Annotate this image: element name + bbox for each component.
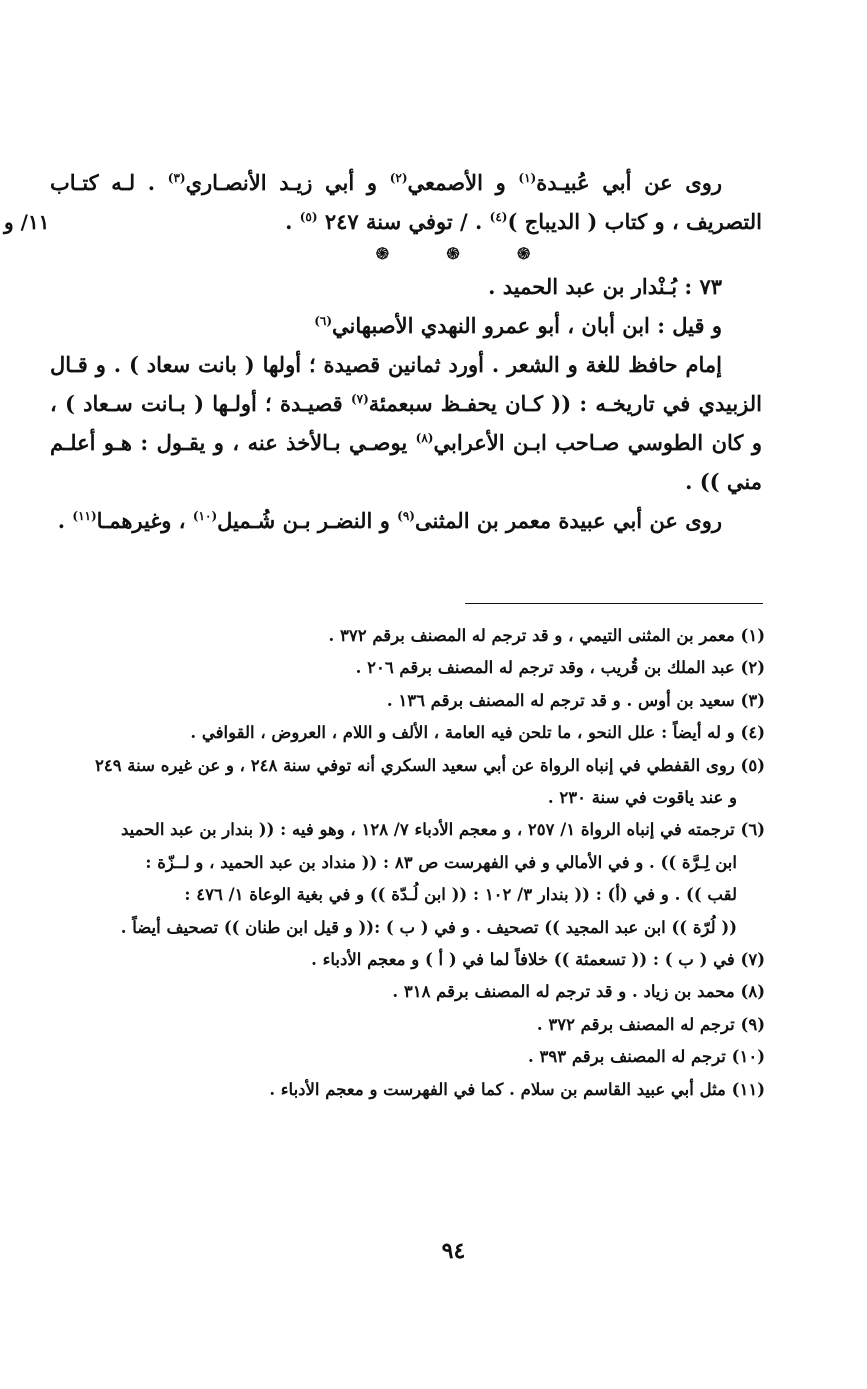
footnote-marker: (٢) <box>389 171 408 185</box>
paragraph-description <box>50 345 762 501</box>
text-run: . <box>57 508 73 533</box>
footnote-1: (١) معمر بن المثنى التيمي ، و قد ترجم له المصنف برقم ٣٧٢ . <box>328 626 765 645</box>
footnote-6-line-2: ابن لِـرَّة )) . و في الأمالي و في الفهرست ص ٨٣ : (( منداد بن عبد الحميد ، و لــزّة : <box>145 852 737 872</box>
footnote-6: (٦) ترجمته في إنباه الرواة ١/ ٢٥٧ ، و معجم الأدباء ٧/ ١٢٨ ، وهو فيه : (( بندار بن عبد الحميد <box>120 820 765 840</box>
footnote-9: (٩) ترجم له المصنف برقم ٣٧٢ . <box>536 1014 765 1034</box>
folio-margin-note: ١١/ و <box>4 210 50 234</box>
footnote-8: (٨) محمد بن زياد . و قد ترجم له المصنف برقم ٣١٨ . <box>392 982 765 1002</box>
footnote-3: (٣) سعيد بن أوس . و قد ترجم له المصنف برقم ١٣٦ . <box>386 690 765 710</box>
text-run: . / توفي سنة ٢٤٧ <box>317 209 490 234</box>
footnote-marker: (١) <box>518 171 537 185</box>
footnote-marker: (٥) <box>299 210 318 224</box>
footnote-11: (١١) مثل أبي عبيد القاسم بن سلام . كما في الفهرست و معجم الأدباء . <box>269 1079 765 1099</box>
footnotes <box>45 620 765 1106</box>
text-run: يوصـي بـالأخذ عنه ، و يقـول : هـو أعلـم مني )) . <box>50 430 762 494</box>
text-run: روى عن أبي عُبيـدة <box>536 170 722 195</box>
footnote-marker: (٧) <box>350 392 369 406</box>
text-run: و الأصمعي <box>407 170 519 195</box>
footnote-10: (١٠) ترجم له المصنف برقم ٣٩٣ . <box>527 1047 765 1067</box>
main-text <box>50 163 762 540</box>
section-separator: ֍ ֍ ֍ <box>375 244 557 263</box>
footnote-marker: (٣) <box>167 171 186 185</box>
text-run: إمام حافظ للغة و الشعر . أورد ثمانين قصيدة ؛ أولها ( بانت سعاد ) . و قـال الزبيدي في تاريخـه : (( كـان يحفـظ سبعمئة <box>50 352 762 416</box>
paragraph-narration <box>50 501 762 540</box>
text-run: . لـه كتـاب التصريف ، و كتاب ( الديباج ) <box>50 170 762 234</box>
alternate-name <box>50 306 762 345</box>
footnote-5-continuation: و عند ياقوت في سنة ٢٣٠ . <box>547 788 737 808</box>
entry-heading: ٧٣ : بُـنْدار بن عبد الحميد . <box>488 274 722 299</box>
footnote-2: (٢) عبد الملك بن قُريب ، وقد ترجم له المصنف برقم ٢٠٦ . <box>355 658 765 678</box>
page-number: ٩٤ <box>441 1238 466 1264</box>
footnote-marker: (٩) <box>397 509 415 523</box>
text-run: . <box>285 209 300 234</box>
text-run: روى عن أبي عبيدة معمر بن المثنى <box>414 508 722 533</box>
footnote-marker: (٦) <box>314 314 333 328</box>
text-run: و قيل : ابن أبان ، أبو عمرو النهدي الأصبهاني <box>332 313 722 338</box>
footnote-6-line-3: لقب )) . و في (أ) : (( بندار ٣/ ١٠٢ : (( ابن لُـدّة )) و في بغية الوعاة ١/ ٤٧٦ : <box>184 885 737 905</box>
footnote-marker: (١٠) <box>192 509 218 523</box>
footnote-marker: (١١) <box>72 509 97 523</box>
footnote-marker: (٨) <box>415 431 434 445</box>
footnote-5: (٥) روى القفطي في إنباه الرواة عن أبي سعيد السكري أنه توفي سنة ٢٤٨ ، و عن غيره سنة ٢٤٩ <box>94 755 765 775</box>
footnote-marker: (٤) <box>489 210 508 224</box>
text-run: ، وغيرهمـا <box>96 508 193 533</box>
text-run: و النضـر بـن شُـميل <box>217 508 398 533</box>
footnote-6-line-4: (( لُرّة )) ابن عبد المجيد )) تصحيف . و في ( ب ) :(( و قيل ابن طنان )) تصحيف أيضاً . <box>120 917 737 937</box>
footnote-4: (٤) و له أيضاً : علل النحو ، ما تلحن فيه العامة ، الألف و اللام ، العروض ، القوافي . <box>190 723 765 743</box>
footnote-7: (٧) في ( ب ) : (( تسعمئة )) خلافاً لما في ( أ ) و معجم الأدباء . <box>311 950 765 970</box>
text-run: قصيـدة ؛ أولـها ( بـانت سـعاد ) ، و كان الطوسي صـاحب ابـن الأعرابي <box>50 391 762 455</box>
text-run: و أبي زيـد الأنصـاري <box>185 170 390 195</box>
paragraph-teachers <box>50 163 762 241</box>
footnote-divider <box>465 603 763 604</box>
